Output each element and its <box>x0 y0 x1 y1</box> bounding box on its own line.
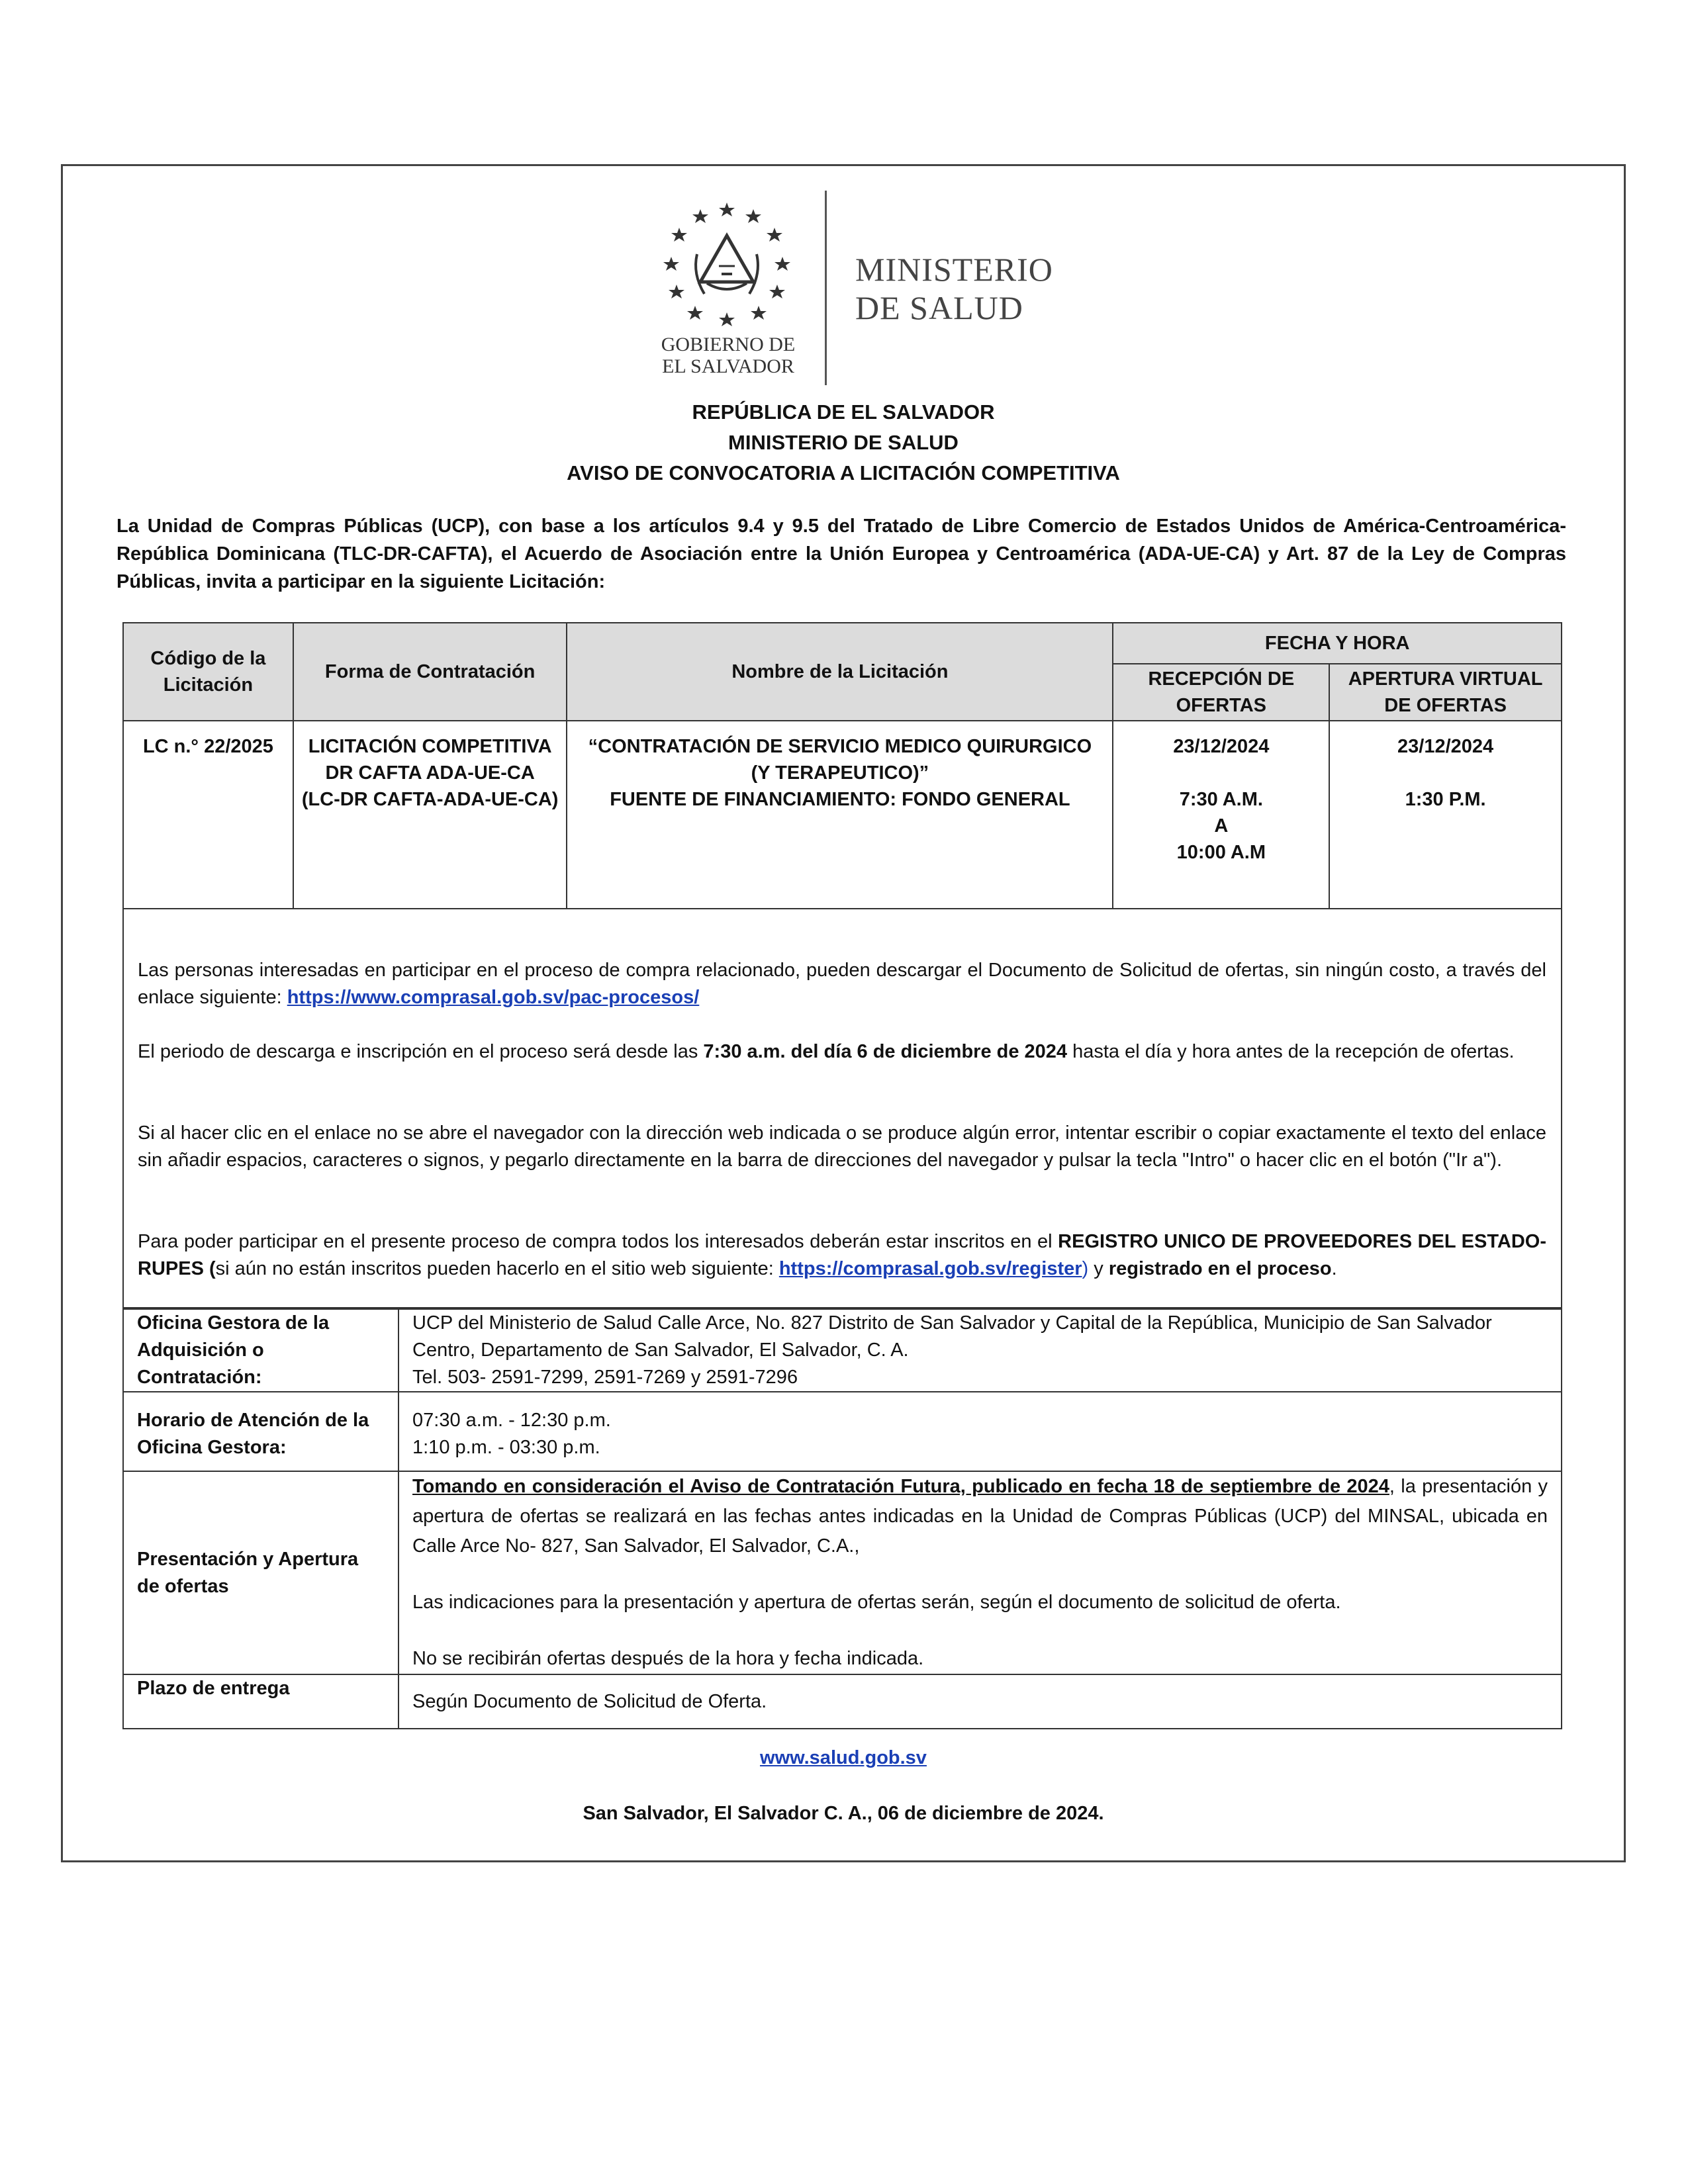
plazo-label: Plazo de entrega <box>123 1674 399 1729</box>
info-paragraph-period: El periodo de descarga e inscripción en el proceso será desde las 7:30 a.m. del día 6 de diciembre de 2024 hasta el día y hora antes de la recepción de ofertas. <box>138 1041 1515 1062</box>
header-forma: Forma de Contratación <box>293 623 567 721</box>
heading-line-1: REPÚBLICA DE EL SALVADOR <box>692 400 995 424</box>
gobierno-wordmark: GOBIERNO DE EL SALVADOR <box>661 334 796 377</box>
header-recepcion: RECEPCIÓN DE OFERTAS <box>1113 664 1329 721</box>
horario-label: Horario de Atención de la Oficina Gestora: <box>123 1392 399 1471</box>
ministry-logo <box>649 187 1072 392</box>
cell-codigo: LC n.° 22/2025 <box>123 721 293 909</box>
comprasal-register-link[interactable]: https://comprasal.gob.sv/register <box>778 1258 1082 1279</box>
oficina-label: Oficina Gestora de la Adquisición o Contratación: <box>123 1309 399 1392</box>
ministerio-wordmark: MINISTERIO DE SALUD <box>855 251 1053 326</box>
presentacion-value: Tomando en consideración el Aviso de Contratación Futura, publicado en fecha 18 de septiembre de 2024, la presentación y apertura de ofertas se realizará en las fechas antes indicadas en la Unidad de Compras Públicas (UCP) del MINSAL, ubicada en Calle Arce No- 827, San Salvador, El Salvador, C.A., Las indicaciones para la presentación y apertura de ofertas serán, según el documento de solicitud de oferta. No se recibirán ofertas después de la hora y fecha indicada. <box>399 1471 1562 1674</box>
heading-line-2: MINISTERIO DE SALUD <box>728 431 959 454</box>
details-table <box>122 1308 1562 1729</box>
coat-of-arms-icon <box>649 187 802 385</box>
salud-website-link[interactable]: www.salud.gob.sv <box>760 1747 927 1768</box>
footer-link-wrap <box>61 1747 1626 1769</box>
info-paragraph-rupes: Para poder participar en el presente proceso de compra todos los interesados deberán estar inscritos en el REGISTRO UNICO DE PROVEEDORES DEL ESTADO-RUPES (si aún no están inscritos pueden hacerlo en el sitio web siguiente: https://comprasal.gob.sv/register) y registrado en el proceso. <box>138 1231 1546 1279</box>
header-codigo: Código de la Licitación <box>123 623 293 721</box>
cell-apertura: 23/12/2024 1:30 P.M. <box>1329 721 1562 909</box>
cell-forma: LICITACIÓN COMPETITIVA DR CAFTA ADA-UE-CA (LC-DR CAFTA-ADA-UE-CA) <box>293 721 567 909</box>
licitacion-table <box>122 622 1562 909</box>
cell-nombre: “CONTRATACIÓN DE SERVICIO MEDICO QUIRURGICO (Y TERAPEUTICO)” FUENTE DE FINANCIAMIENTO: FONDO GENERAL <box>567 721 1113 909</box>
info-paragraph-download: Las personas interesadas en participar en el proceso de compra relacionado, pueden descargar el Documento de Solicitud de ofertas, sin ningún costo, a través del enlace siguiente: https://www.comprasal.gob.sv/pac-procesos/ <box>138 960 1546 1008</box>
logo-divider <box>825 191 827 385</box>
cell-recepcion: 23/12/2024 7:30 A.M. A 10:00 A.M <box>1113 721 1329 909</box>
table-row <box>123 721 1562 909</box>
info-paragraph-instructions: Si al hacer clic en el enlace no se abre el navegador con la dirección web indicada o se produce algún error, intentar escribir o copiar exactamente el texto del enlace sin añadir espacios, caracteres o signos, y pegarlo directamente en la barra de direcciones del navegador y pulsar la tecla "Intro" o hacer clic en el botón ("Ir a"). <box>138 1122 1546 1171</box>
header-nombre: Nombre de la Licitación <box>567 623 1113 721</box>
intro-paragraph: La Unidad de Compras Públicas (UCP), con base a los artículos 9.4 y 9.5 del Tratado de Libre Comercio de Estados Unidos de América-Centroamérica-República Dominicana (TLC-DR-CAFTA), el Acuerdo de Asociación entre la Unión Europea y Centroamérica (ADA-UE-CA) y Art. 87 de la Ley de Compras Públicas, invita a participar en la siguiente Licitación: <box>117 516 1566 592</box>
table-row <box>123 1674 1562 1729</box>
table-row <box>123 1392 1562 1471</box>
presentacion-label: Presentación y Apertura de ofertas <box>123 1471 399 1674</box>
heading-line-3: AVISO DE CONVOCATORIA A LICITACIÓN COMPETITIVA <box>567 461 1120 484</box>
oficina-value: UCP del Ministerio de Salud Calle Arce, No. 827 Distrito de San Salvador y Capital de la República, Municipio de San Salvador Centro, Departamento de San Salvador, El Salvador, C. A. Tel. 503- 2591-7299, 2591-7269 y 2591-7296 <box>399 1309 1562 1392</box>
header-fecha-hora: FECHA Y HORA <box>1113 623 1562 664</box>
comprasal-pac-link[interactable]: https://www.comprasal.gob.sv/pac-procesos/ <box>287 987 700 1008</box>
document-heading <box>61 397 1626 488</box>
horario-value: 07:30 a.m. - 12:30 p.m. 1:10 p.m. - 03:30 p.m. <box>399 1392 1562 1471</box>
footer-date: San Salvador, El Salvador C. A., 06 de diciembre de 2024. <box>583 1803 1104 1824</box>
header-apertura: APERTURA VIRTUAL DE OFERTAS <box>1329 664 1562 721</box>
plazo-value: Según Documento de Solicitud de Oferta. <box>399 1674 1562 1729</box>
table-row <box>123 1471 1562 1674</box>
table-row <box>123 1309 1562 1392</box>
